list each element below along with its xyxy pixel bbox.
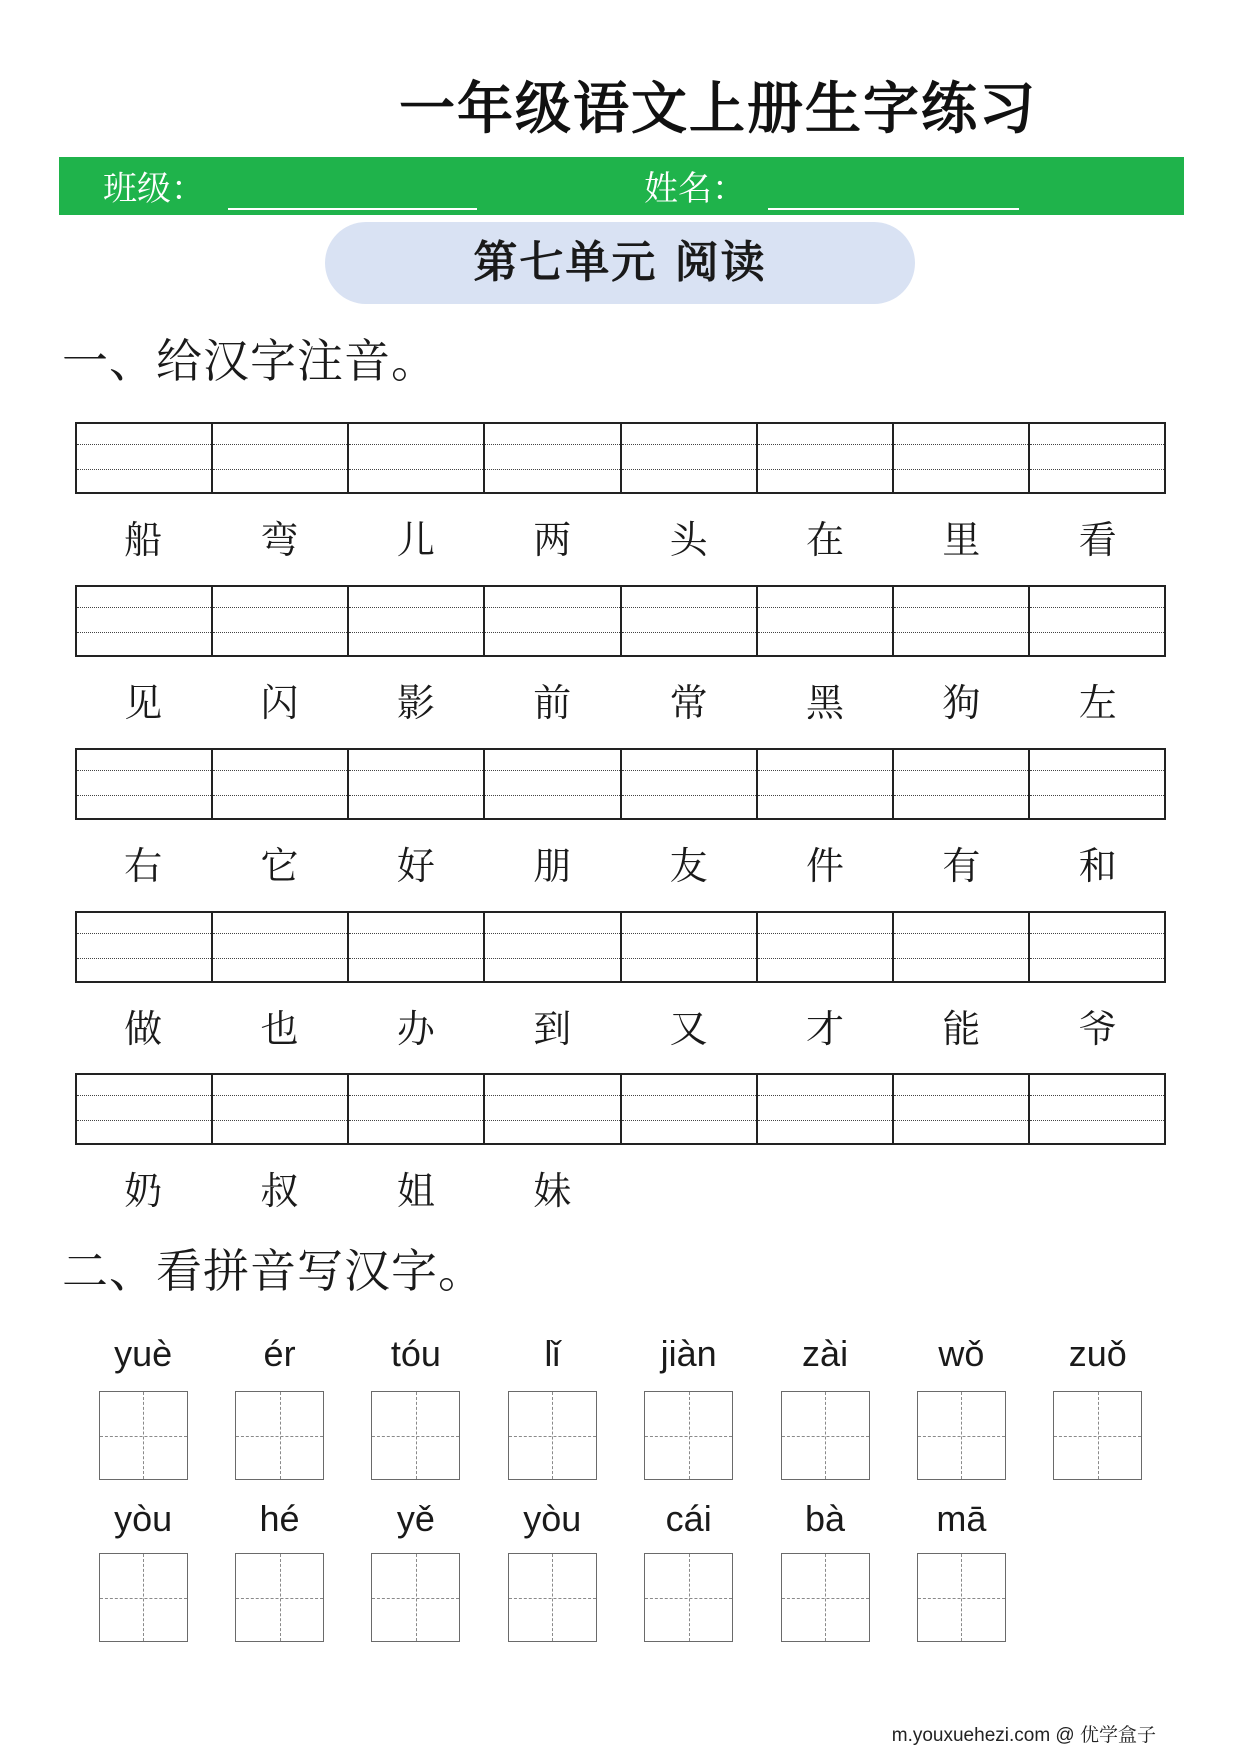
pinyin-writing-cell [1030,750,1164,818]
hanzi-character: 也 [260,1007,299,1051]
hanzi-character: 奶 [124,1169,163,1213]
pinyin-writing-cell [758,1075,894,1143]
pinyin-writing-cell [1030,424,1164,492]
tian-zi-writing-box [781,1391,870,1480]
pinyin-writing-cell [485,424,621,492]
pinyin-writing-cell [349,1075,485,1143]
hanzi-character: 到 [533,1007,572,1051]
pinyin-writing-cell [485,913,621,981]
tian-zi-writing-box [1053,1391,1142,1480]
hanzi-character: 闪 [260,681,299,725]
hanzi-character: 里 [942,518,981,562]
pinyin-prompt: hé [259,1498,300,1539]
section1-heading: 一、给汉字注音。 [62,334,438,388]
pinyin-writing-cell [894,1075,1030,1143]
hanzi-character: 和 [1078,844,1117,888]
pinyin-prompt: tóu [390,1333,441,1374]
pinyin-prompt: bà [805,1498,846,1539]
hanzi-character: 妹 [533,1169,572,1213]
hanzi-character: 看 [1078,518,1117,562]
unit-title-pill [325,222,915,304]
pinyin-prompt: ér [263,1333,296,1374]
pinyin-prompt: zài [802,1333,849,1374]
class-label: 班级： [103,169,205,209]
pinyin-writing-cell [622,587,758,655]
pinyin-writing-cell [77,424,213,492]
pinyin-writing-cell [349,424,485,492]
pinyin-writing-cell [758,913,894,981]
pinyin-writing-cell [894,750,1030,818]
pinyin-writing-cell [1030,913,1164,981]
unit-title: 第七单元 阅读 [473,237,767,288]
pinyin-writing-cell [758,424,894,492]
tian-zi-writing-box [99,1553,188,1642]
pinyin-writing-cell [622,424,758,492]
hanzi-character: 狗 [942,681,981,725]
tian-zi-writing-box [917,1391,1006,1480]
hanzi-character: 左 [1078,681,1117,725]
pinyin-writing-grid [75,748,1166,820]
tian-zi-writing-box [644,1553,733,1642]
hanzi-character: 朋 [533,844,572,888]
pinyin-writing-cell [213,587,349,655]
hanzi-character: 见 [124,681,163,725]
pinyin-writing-cell [213,424,349,492]
hanzi-character: 有 [942,844,981,888]
hanzi-character: 才 [806,1007,845,1051]
tian-zi-writing-box [917,1553,1006,1642]
pinyin-prompt: zuǒ [1068,1333,1127,1374]
pinyin-writing-grid [75,911,1166,983]
footer-source: m.youxuehezi.com @ 优学盒子 [891,1725,1156,1746]
pinyin-prompt: yòu [523,1498,582,1539]
name-blank-line [768,208,1019,210]
pinyin-writing-cell [77,1075,213,1143]
tian-zi-writing-box [781,1553,870,1642]
hanzi-character: 前 [533,681,572,725]
hanzi-character: 影 [396,681,435,725]
pinyin-prompt: wǒ [938,1333,985,1374]
hanzi-character: 爷 [1078,1007,1117,1051]
hanzi-character: 做 [124,1007,163,1051]
pinyin-writing-cell [622,913,758,981]
name-label: 姓名： [644,169,746,209]
pinyin-writing-cell [77,913,213,981]
pinyin-writing-cell [213,913,349,981]
tian-zi-writing-box [99,1391,188,1480]
tian-zi-writing-box [235,1391,324,1480]
tian-zi-writing-box [508,1391,597,1480]
pinyin-prompt: yòu [114,1498,173,1539]
pinyin-writing-grid [75,585,1166,657]
pinyin-writing-cell [349,913,485,981]
pinyin-writing-cell [77,587,213,655]
pinyin-writing-cell [77,750,213,818]
hanzi-character: 件 [806,844,845,888]
pinyin-writing-cell [349,587,485,655]
pinyin-writing-cell [1030,1075,1164,1143]
pinyin-writing-cell [349,750,485,818]
hanzi-character: 姐 [396,1169,435,1213]
hanzi-character: 儿 [396,518,435,562]
tian-zi-writing-box [508,1553,597,1642]
pinyin-prompt: cái [665,1498,712,1539]
pinyin-writing-cell [622,1075,758,1143]
pinyin-writing-cell [485,1075,621,1143]
pinyin-writing-cell [485,750,621,818]
hanzi-character: 黑 [806,681,845,725]
tian-zi-writing-box [235,1553,324,1642]
pinyin-writing-cell [622,750,758,818]
hanzi-character: 叔 [260,1169,299,1213]
hanzi-character: 两 [533,518,572,562]
hanzi-character: 弯 [260,518,299,562]
hanzi-character: 能 [942,1007,981,1051]
pinyin-writing-cell [758,587,894,655]
hanzi-character: 友 [669,844,708,888]
pinyin-prompt: mā [936,1498,987,1539]
hanzi-character: 好 [396,844,435,888]
pinyin-writing-cell [1030,587,1164,655]
tian-zi-writing-box [371,1553,460,1642]
hanzi-character: 船 [124,518,163,562]
hanzi-character: 它 [260,844,299,888]
tian-zi-writing-box [371,1391,460,1480]
pinyin-writing-grid [75,422,1166,494]
worksheet-title: 一年级语文上册生字练习 [399,76,1037,142]
pinyin-prompt: yě [396,1498,435,1539]
tian-zi-writing-box [644,1391,733,1480]
pinyin-writing-cell [894,424,1030,492]
pinyin-writing-cell [485,587,621,655]
hanzi-character: 常 [669,681,708,725]
pinyin-writing-cell [213,750,349,818]
pinyin-writing-cell [894,587,1030,655]
pinyin-writing-cell [894,913,1030,981]
hanzi-character: 办 [396,1007,435,1051]
hanzi-character: 又 [669,1007,708,1051]
student-info-bar [59,157,1184,215]
hanzi-character: 头 [669,518,708,562]
hanzi-character: 在 [806,518,845,562]
pinyin-prompt: yuè [114,1333,173,1374]
hanzi-character: 右 [124,844,163,888]
pinyin-prompt: jiàn [660,1333,717,1374]
pinyin-writing-cell [213,1075,349,1143]
section2-heading: 二、看拼音写汉字。 [62,1244,485,1298]
pinyin-writing-grid [75,1073,1166,1145]
class-blank-line [228,208,477,210]
pinyin-prompt: lǐ [544,1333,561,1374]
pinyin-writing-cell [758,750,894,818]
